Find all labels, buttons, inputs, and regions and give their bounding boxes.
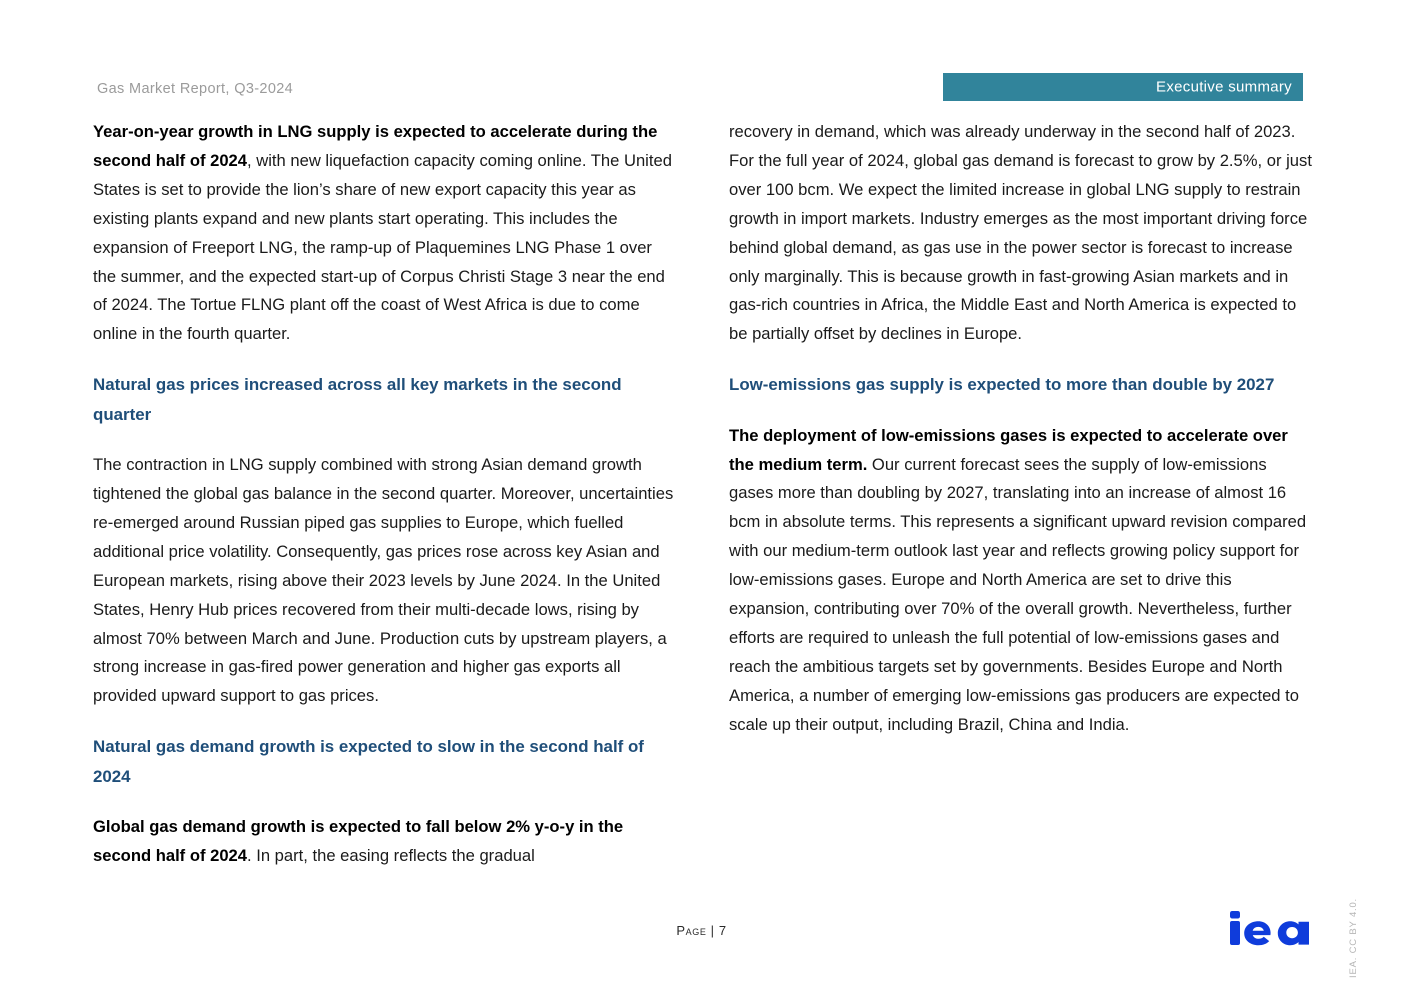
paragraph-demand-recovery: recovery in demand, which was already underway in the second half of 2023. For the full year of 2024, global gas demand is forecast to grow by 2.5%, or just over 100 bcm. We expect the limited increase in global LNG supply to restrain growth in import markets. Industry emerges as the most important driving force behind global demand, as gas use in the power sector is forecast to increase only marginally. This is because growth in fast-growing Asian markets and in gas-rich countries in Africa, the Middle East and North America is expected to be partially offset by declines in Europe. bbox=[729, 122, 1312, 344]
section-banner bbox=[943, 73, 1303, 101]
spacer bbox=[93, 791, 678, 813]
paragraph-lng-supply-lead: Year-on-year growth in LNG supply is expected to accelerate during the second half of 2024 bbox=[93, 122, 658, 170]
page-number: Page | 7 bbox=[676, 923, 727, 938]
right-text-column bbox=[729, 118, 1314, 740]
spacer bbox=[93, 349, 678, 370]
content-columns bbox=[0, 118, 1403, 871]
page-footer bbox=[0, 922, 1403, 940]
heading-low-emissions: Low-emissions gas supply is expected to more than double by 2027 bbox=[729, 375, 1275, 395]
paragraph-low-emissions-lead: The deployment of low-emissions gases is expected to accelerate over the medium term. bbox=[729, 425, 1288, 474]
spacer bbox=[729, 349, 1314, 370]
paragraph-gas-prices: The contraction in LNG supply combined with strong Asian demand growth tightened the global gas balance in the second quarter. Moreover, uncertainties re-emerged around Russian piped gas supplies to Europe, which fuelled additional price volatility. Consequently, gas prices rose across key Asian and European markets, rising above their 2023 levels by June 2024. In the United States, Henry Hub prices recovered from their multi-decade lows, rising by almost 70% between March and June. Production cuts by upstream players, a strong increase in gas-fired power generation and higher gas exports all provided upward support to gas prices. bbox=[93, 455, 674, 706]
running-header-title: Gas Market Report, Q3-2024 bbox=[97, 81, 294, 97]
iea-logo bbox=[1228, 911, 1312, 951]
paragraph-low-emissions-body: Our current forecast sees the supply of low-emissions gases more than doubling by 2027, translating into an increase of almost 16 bcm in absolute terms. This represents a significant upward revision compared with our medium-term outlook last year and reflects growing policy support for low-emissions gases. Europe and North America are set to drive this expansion, contributing over 70% of the overall growth. Nevertheless, further efforts are required to unleash the full potential of low-emissions gases and reach the ambitious targets set by governments. Besides Europe and North America, a number of emerging low-emissions gas producers are expected to scale up their output, including Brazil, China and India. bbox=[729, 454, 1307, 734]
spacer bbox=[93, 711, 678, 732]
spacer bbox=[729, 400, 1314, 422]
heading-gas-prices: Natural gas prices increased across all key markets in the second quarter bbox=[93, 375, 622, 424]
paragraph-lng-supply-body: , with new liquefaction capacity coming online. The United States is set to provide the lion’s share of new export capacity this year as existing plants expand and new plants start operating. This includes the expansion of Freeport LNG, the ramp-up of Plaquemines LNG Phase 1 over the summer, and the expected start-up of Corpus Christi Stage 3 near the end of 2024. The Tortue FLNG plant off the coast of West Africa is due to come online in the fourth quarter. bbox=[93, 150, 672, 344]
section-banner-label: Executive summary bbox=[1156, 78, 1292, 96]
paragraph-lng-supply bbox=[93, 118, 678, 349]
left-text-column bbox=[93, 118, 678, 871]
paragraph-demand-growth-lead: Global gas demand growth is expected to fall below 2% y-o-y in the second half of 2024 bbox=[93, 817, 624, 865]
heading-demand-growth: Natural gas demand growth is expected to slow in the second half of 2024 bbox=[93, 737, 644, 786]
paragraph-demand-growth bbox=[93, 813, 678, 871]
paragraph-demand-growth-body: . In part, the easing reflects the gradual bbox=[247, 845, 535, 865]
paragraph-low-emissions bbox=[729, 422, 1314, 740]
license-note: IEA. CC BY 4.0. bbox=[1348, 898, 1359, 978]
spacer bbox=[93, 429, 678, 451]
